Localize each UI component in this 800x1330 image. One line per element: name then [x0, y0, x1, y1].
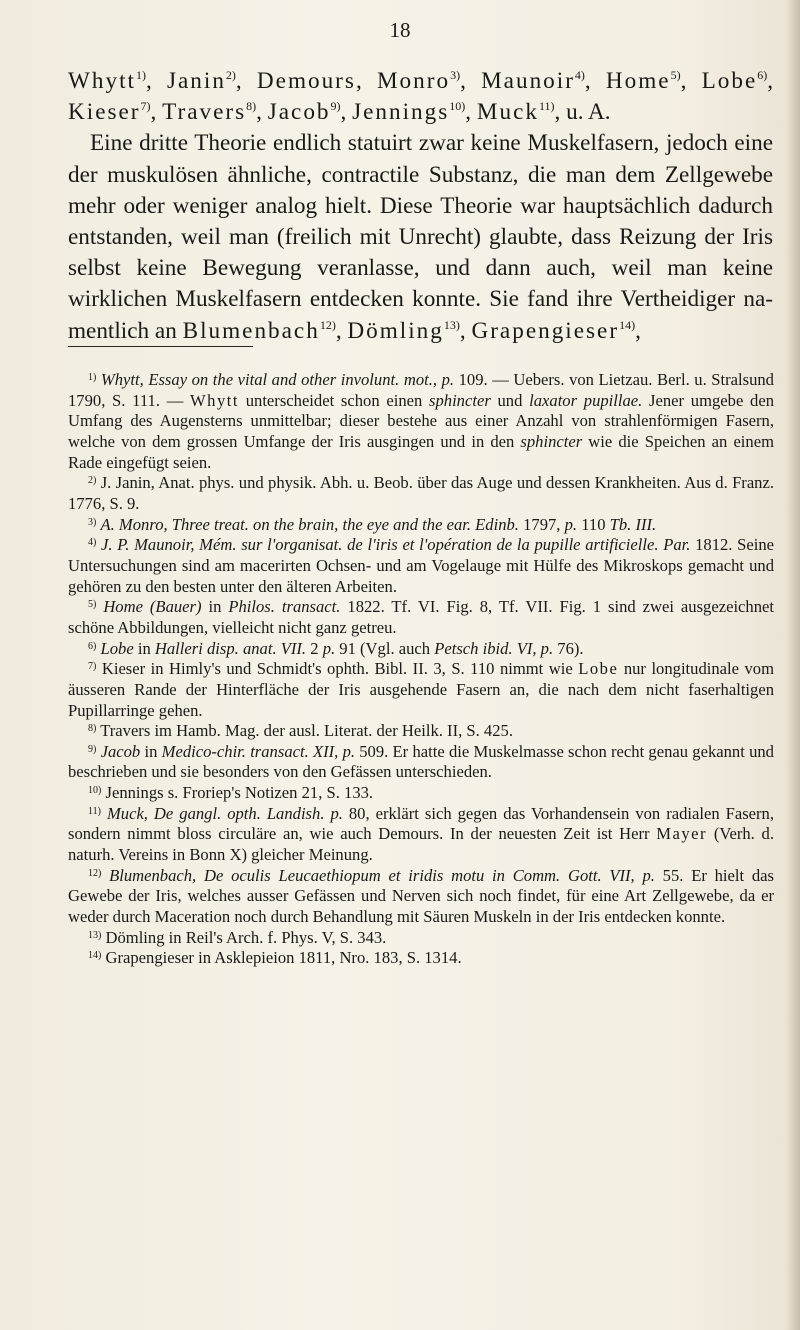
footnote-italic-text: Blumenbach, De oculis Leucaethiopum et iridis motu in Comm. Gott. VII, p. [109, 865, 655, 885]
footnote-ref[interactable]: 8) [246, 99, 257, 114]
author-name: Whytt [68, 68, 136, 94]
footnote-italic-text: J. P. Maunoir, Mém. sur l'organisat. de l'iris et l'opération de la pupille artificielle. Par. [101, 535, 691, 555]
footnote-ref[interactable]: 10) [449, 99, 466, 114]
footnote-italic-text: Jacob [100, 741, 141, 761]
footnote-ref[interactable]: 2) [225, 68, 236, 82]
footnote-italic-text: Muck, De gangl. opth. Landish. p. [106, 803, 343, 823]
footnote [68, 866, 774, 928]
footnote [68, 804, 774, 866]
footnote-text: 509. Er hatte die Muskelmasse schon recht genau gekannt und beschrieben und sie besonders von den Gefässen unterschieden. [68, 741, 774, 782]
footnote-text: Lobe [578, 659, 619, 679]
author-name: Jennings [352, 99, 450, 126]
footnote-italic-text: Halleri disp. anat. VII. [154, 638, 307, 658]
page-edge-shadow [786, 0, 800, 1330]
footnote-number: 10) [88, 785, 102, 797]
footnote-ref[interactable]: 5) [670, 68, 681, 82]
footnote-number: 4) [88, 537, 97, 549]
name-list: Whytt$^{1)}$, Janin$^{2)}$, Demours, Monro$^{3)}$, Maunoir$^{4)}$, Home$^{5)}$, Lobe$^{6)}$, Kieser$^{7)}$, Travers$^{8)}$, Jacob$^{9)}$, Jennings$^{10)}$, Muck$^{11)}$, [68, 68, 774, 126]
author-name: Dömling [347, 317, 444, 344]
footnote-text: Dömling in Reil's Arch. f. Phys. V, S. 343. [105, 927, 387, 947]
footnote [68, 721, 774, 742]
footnote-italic-text: Philos. transact. [228, 597, 341, 617]
footnote-ref[interactable]: 1) [135, 68, 146, 82]
footnote-separator [68, 346, 253, 347]
footnote-text: wie die Speichen an einem Rade eingefügt seien. [68, 431, 774, 472]
footnote-text: 91 (Vgl. auch [335, 638, 435, 658]
main-paragraph-theory [68, 128, 773, 346]
footnote-ref[interactable]: 14) [619, 317, 636, 332]
footnote-italic-text: sphincter [429, 390, 491, 410]
main-paragraph-names [68, 66, 773, 128]
theory-text: Eine dritte Theorie endlich statuirt zwar keine Muskelfasern, jedoch eine der muskulösen ähnliche, contractile Substanz, die man dem Zellgewebe mehr oder weniger analog hielt. Diese Theorie war hauptsächlich dadurch entstanden, weil man (freilich mit Unrecht) glaubte, dass Reizung der Iris selbst keine Bewegung veranlasse, und dann auch, weil man keine wirklichen Muskelfasern entdecken konnte. Sie fand ihre Vertheidiger namentlich an [68, 130, 773, 344]
footnote-ref[interactable]: 11) [538, 99, 555, 114]
main-text [68, 66, 773, 347]
footnote-ref[interactable]: 4) [574, 68, 585, 82]
footnote-ref[interactable]: 7) [140, 99, 151, 114]
author-name: Jacob [267, 99, 331, 126]
footnote-ref[interactable]: 13) [443, 317, 460, 332]
footnote [68, 783, 774, 804]
footnote-number: 3) [88, 516, 97, 528]
footnote-text: Jennings s. Froriep's Notizen 21, S. 133. [105, 783, 374, 803]
footnote-text: nur longitudinale vom äusseren Rande der Hinterfläche der Iris ausgehende Fasern an, die nach dem nicht faserhaltigen Pupillarringe gehen. [68, 659, 775, 720]
footnote-ref[interactable]: 9) [330, 99, 341, 114]
author-name: Maunoir [481, 68, 575, 94]
footnote-number: 12) [88, 867, 102, 879]
footnote-italic-text: Petsch ibid. VI, p. [434, 638, 554, 658]
footnote-ref[interactable]: 3) [450, 68, 461, 82]
footnote-text: und [490, 390, 530, 410]
footnote-text: 2 [306, 638, 323, 658]
footnote-text: 55. Er hielt das Gewebe der Iris, welches ausser Gefässen und Nerven sich noch findet, für eine Art Zellgewebe, da er weder durch Maceration noch durch Behandlung mit Säuren Muskeln in der Iris entdecken konnte. [68, 865, 774, 927]
footnote-italic-text: Medico-chir. transact. XII, p. [161, 741, 356, 761]
footnote-number: 8) [88, 723, 97, 735]
footnote-number: 2) [88, 475, 97, 487]
footnotes [68, 370, 774, 969]
author-name: Janin [166, 68, 226, 94]
footnote-text: 109. — Uebers. von Lietzau. Berl. u. Stralsund 1790, S. 111. — [68, 370, 774, 410]
author-name: Home [605, 68, 671, 94]
footnote-text: Whytt [190, 390, 239, 410]
author-name: Travers [162, 99, 247, 126]
page-number: 18 [389, 18, 411, 42]
footnote-ref[interactable]: 12) [319, 317, 336, 332]
footnote-number: 1) [88, 372, 97, 383]
footnote-number: 6) [88, 640, 97, 652]
footnote-italic-text: sphincter [520, 431, 583, 451]
footnote-text: 110 [577, 514, 610, 534]
author-name: Grapengieser [471, 317, 620, 344]
author-name: Blumenbach [182, 317, 320, 344]
footnote-text: in [140, 741, 162, 761]
footnote-text: 76). [553, 638, 584, 658]
footnote-italic-text: Tb. III. [609, 514, 657, 534]
footnote-italic-text: Lobe [100, 638, 134, 658]
footnote [68, 742, 774, 783]
footnote-text: in [201, 597, 229, 617]
footnote [68, 370, 774, 473]
footnote-number: 11) [88, 805, 101, 817]
footnote [68, 948, 774, 969]
footnote-number: 9) [88, 743, 97, 755]
footnote [68, 639, 774, 660]
footnote-ref[interactable]: 6) [757, 68, 768, 82]
footnote-text: (Verh. d. naturh. Vereins in Bonn X) gleicher Meinung. [68, 824, 774, 865]
footnote-text: Kieser in Himly's und Schmidt's ophth. Bibl. II. 3, S. 110 nimmt wie [101, 659, 579, 679]
footnote-italic-text: Whytt, Essay on the vital and other involunt. mot., p. [100, 370, 455, 389]
footnote-number: 7) [88, 661, 97, 673]
footnote-text: 80, erklärt sich gegen das Vorhandensein von radialen Fasern, sondern nimmt bloss circuläre an, wie auch Demours. In der neuesten Zeit ist Herr [68, 803, 775, 844]
footnote [68, 659, 774, 721]
footnote-number: 5) [88, 599, 97, 611]
footnote-text: Grapengieser in Asklepieion 1811, Nro. 183, S. 1314. [105, 948, 462, 968]
author-name: Lobe [701, 68, 758, 94]
footnote-text: J. Janin, Anat. phys. und physik. Abh. u. Beob. über das Auge und dessen Krankheiten. Aus d. Franz. 1776, S. 9. [68, 473, 774, 513]
footnote-text: unterscheidet schon einen [239, 390, 430, 410]
footnote-text: 1822. Tf. VI. Fig. 8, Tf. VII. Fig. 1 sind zwei ausgezeichnet schöne Abbildungen, vielleicht nicht ganz getreu. [68, 597, 774, 637]
footnote-italic-text: p. [564, 514, 578, 534]
footnote-italic-text: laxator pupillae. [529, 390, 643, 410]
footnote [68, 473, 774, 514]
footnote [68, 928, 774, 949]
footnote-number: 14) [88, 950, 102, 962]
footnote [68, 535, 774, 597]
footnote-text: 1797, [518, 514, 565, 534]
footnote-number: 13) [88, 929, 102, 941]
footnote-text: Jener umgebe den Umfang des Augensterns unmittelbar; dieser bestehe aus einer Anzahl von strahlenförmigen Fasern, welche von dem grossen Umfange der Iris ausgingen und in den [68, 390, 774, 451]
defender-names: Blumenbach$^{12)}$, Dömling$^{13)}$, Grapengieser$^{14)}$, [182, 317, 641, 344]
footnote-text: 1812. Seine Untersuchungen sind am macerirten Ochsen- und am Vogelauge mit Hülfe des Mikroskops gemacht und gehören zu den besten unter den älteren Arbeiten. [68, 535, 774, 596]
author-name: Monro [376, 68, 451, 94]
footnote-text: Travers im Hamb. Mag. der ausl. Literat. der Heilk. II, S. 425. [100, 721, 513, 741]
footnote-italic-text: A. Monro, Three treat. on the brain, the eye and the ear. Edinb. [100, 514, 519, 534]
footnote-italic-text: p. [322, 638, 336, 658]
author-name: Kieser [68, 99, 141, 126]
author-name: Demours [256, 68, 356, 94]
name-list-suffix: u. A. [566, 99, 611, 126]
footnote [68, 515, 774, 536]
author-name: Muck [476, 99, 539, 126]
footnote-italic-text: Home (Bauer) [103, 597, 202, 617]
footnote-text: in [133, 638, 155, 658]
footnote-text: Mayer [656, 824, 708, 844]
footnote [68, 597, 774, 638]
